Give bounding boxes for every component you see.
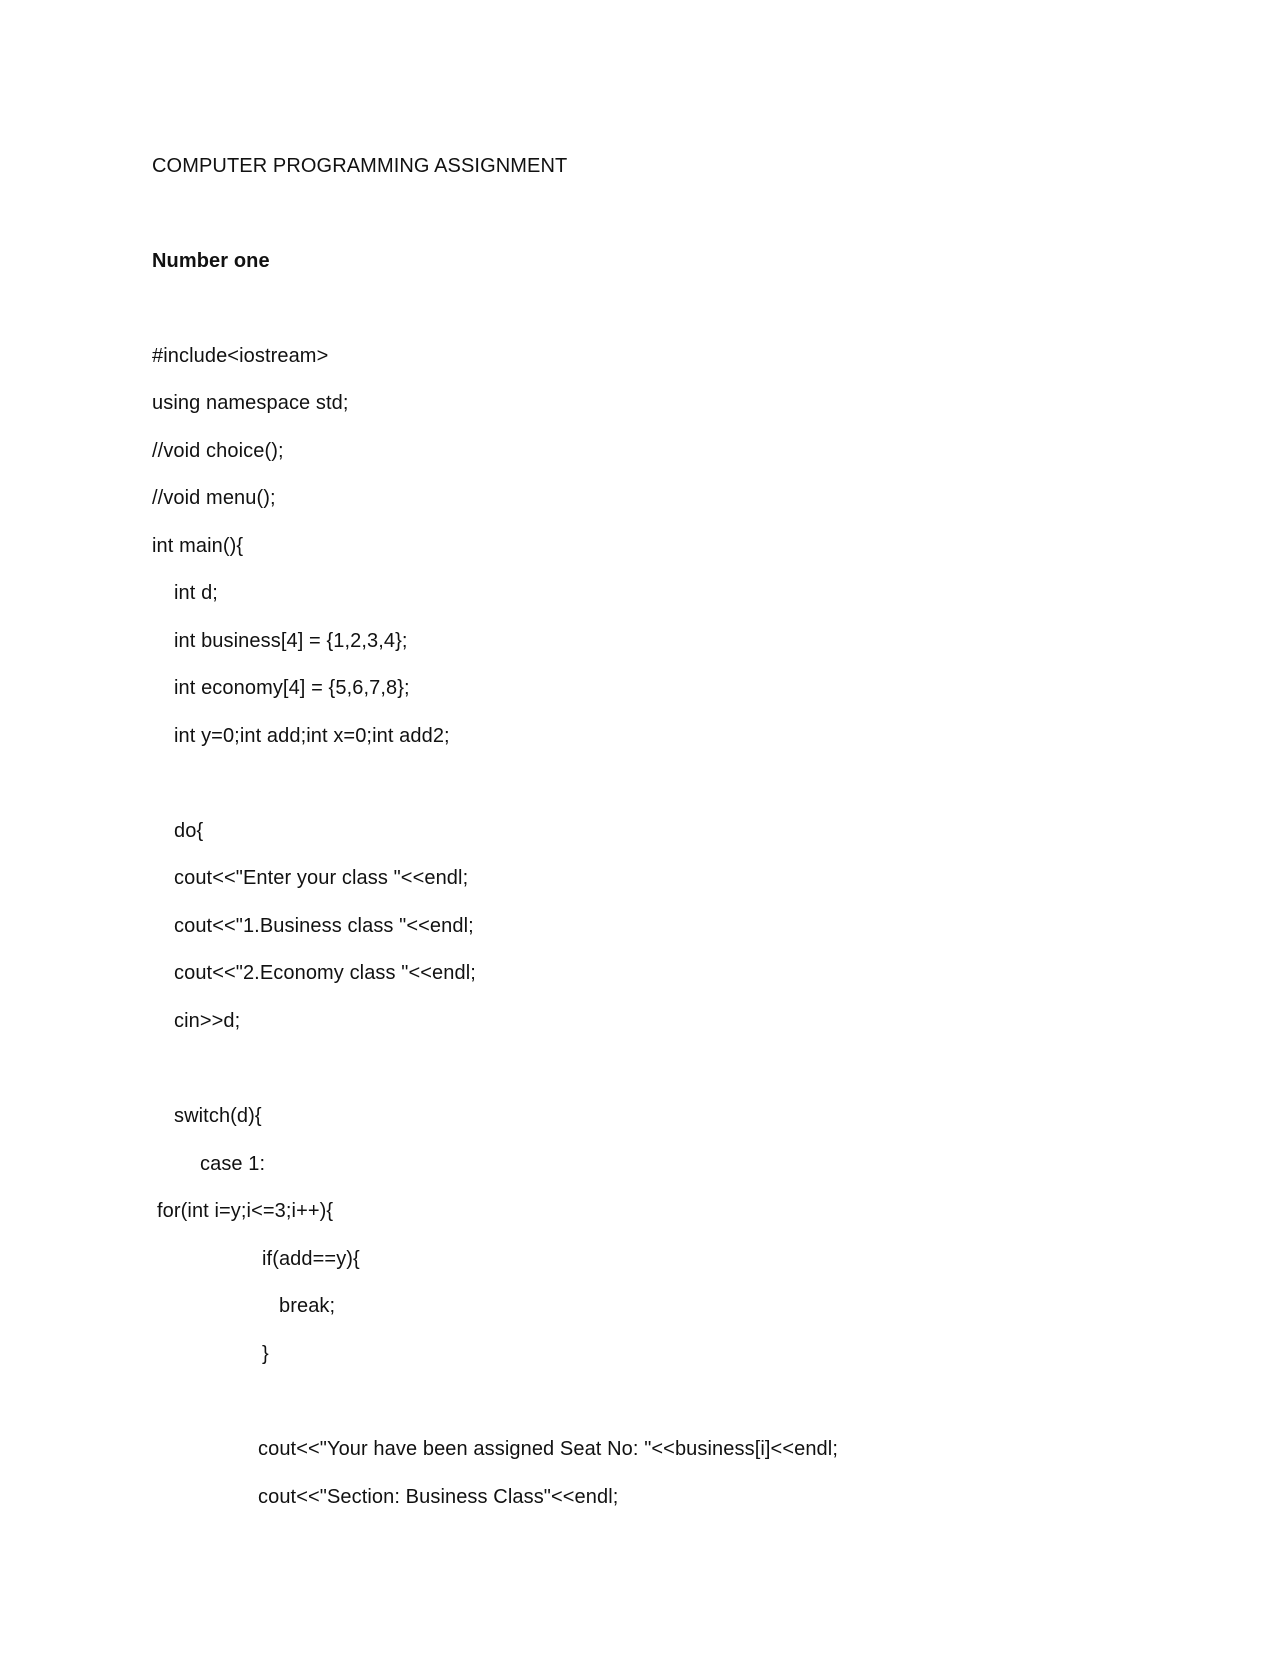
code-line: int d;: [174, 582, 218, 604]
code-line: cout<<"Section: Business Class"<<endl;: [258, 1486, 619, 1508]
code-line: int main(){: [152, 535, 244, 557]
code-line: using namespace std;: [152, 392, 349, 414]
code-line: do{: [174, 820, 204, 842]
code-line: switch(d){: [174, 1105, 262, 1127]
document-title: COMPUTER PROGRAMMING ASSIGNMENT: [152, 155, 568, 177]
code-line: cout<<"1.Business class "<<endl;: [174, 915, 474, 937]
code-line: if(add==y){: [262, 1248, 360, 1270]
code-line: int business[4] = {1,2,3,4};: [174, 630, 408, 652]
code-line: cout<<"Your have been assigned Seat No: "<<business[i]<<endl;: [258, 1438, 838, 1460]
code-line: //void choice();: [152, 440, 284, 462]
code-line: cout<<"2.Economy class "<<endl;: [174, 962, 476, 984]
code-line: //void menu();: [152, 487, 276, 509]
section-heading: Number one: [152, 250, 270, 272]
code-line: cin>>d;: [174, 1010, 241, 1032]
code-line: int economy[4] = {5,6,7,8};: [174, 677, 410, 699]
code-line: cout<<"Enter your class "<<endl;: [174, 867, 469, 889]
code-line: int y=0;int add;int x=0;int add2;: [174, 725, 450, 747]
code-line: case 1:: [200, 1153, 266, 1175]
code-line: }: [262, 1343, 269, 1365]
code-line: #include<iostream>: [152, 345, 329, 367]
code-line: break;: [279, 1295, 336, 1317]
code-line: for(int i=y;i<=3;i++){: [157, 1200, 334, 1222]
